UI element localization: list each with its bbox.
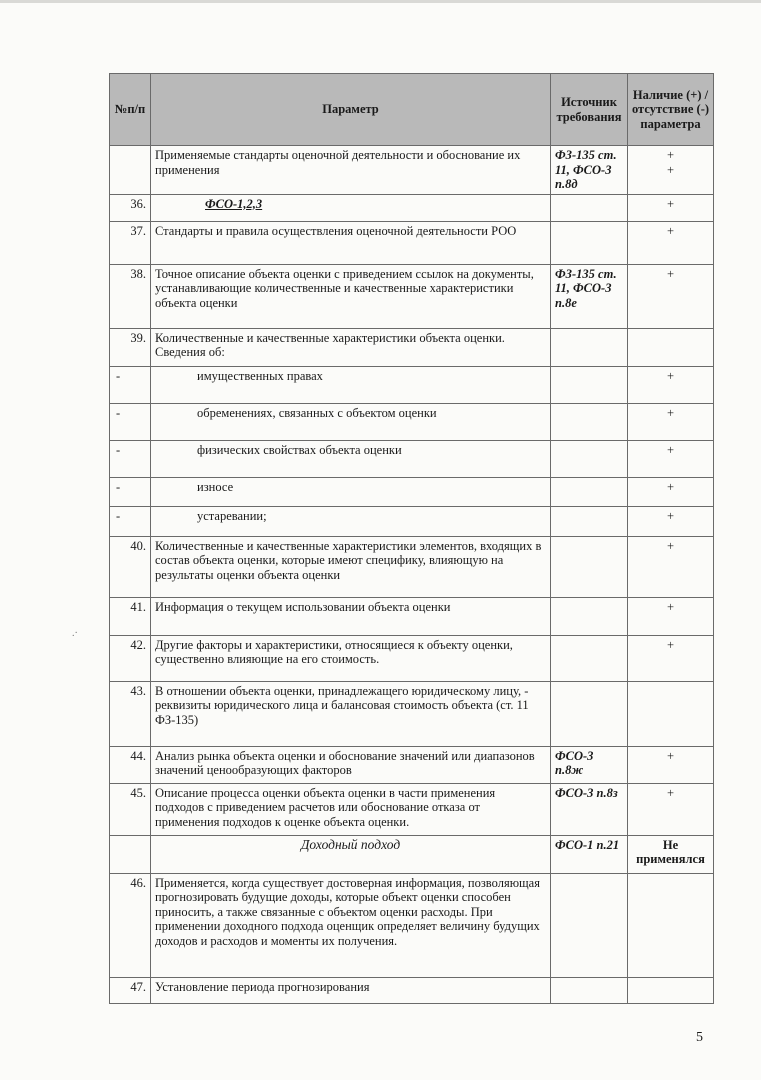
row-num: -: [110, 403, 151, 440]
row-source: [551, 477, 628, 506]
row-source: [551, 440, 628, 477]
row-num: 38.: [110, 264, 151, 328]
table-row: [110, 977, 714, 1003]
row-num: 43.: [110, 681, 151, 746]
table-header-row: [110, 74, 714, 146]
mark-value: +: [666, 266, 675, 281]
row-source: [551, 635, 628, 681]
row-num: -: [110, 477, 151, 506]
table-row: [110, 403, 714, 440]
header-num: №п/п: [110, 74, 151, 146]
row-num: 45.: [110, 783, 151, 835]
row-source: ФЗ-135 ст. 11, ФСО-3 п.8е: [551, 264, 628, 328]
row-param: обременениях, связанных с объектом оценки: [151, 403, 551, 440]
mark-value: +: [666, 637, 675, 652]
mark-value: +: [666, 223, 675, 238]
row-num: 46.: [110, 873, 151, 977]
row-param-text: ФСО-1,2,3: [205, 196, 263, 211]
page-top-edge: [0, 0, 761, 3]
row-source: [551, 597, 628, 635]
table-row: [110, 536, 714, 597]
page-number: 5: [696, 1030, 703, 1045]
row-mark: [628, 597, 714, 635]
row-source: ФСО-3 п.8з: [551, 783, 628, 835]
row-param: Другие факторы и характеристики, относящиеся к объекту оценки, существенно влияющие на его стоимость.: [151, 635, 551, 681]
row-mark: [628, 146, 714, 195]
row-mark: [628, 873, 714, 977]
row-param: Доходный подход: [151, 835, 551, 873]
mark-value: Не применялся: [636, 837, 705, 866]
table-row: [110, 146, 714, 195]
row-param: Стандарты и правила осуществления оценочной деятельности РОО: [151, 221, 551, 264]
row-num: 39.: [110, 328, 151, 366]
row-mark: [628, 681, 714, 746]
row-source: [551, 366, 628, 403]
row-num: 36.: [110, 194, 151, 221]
row-source: ФСО-3 п.8ж: [551, 746, 628, 783]
row-param: Количественные и качественные характеристики объекта оценки. Сведения об:: [151, 328, 551, 366]
row-source: [551, 403, 628, 440]
row-source: [551, 194, 628, 221]
mark-value: +: [666, 442, 675, 457]
row-source: ФСО-1 п.21: [551, 835, 628, 873]
row-source: [551, 681, 628, 746]
row-source: [551, 873, 628, 977]
row-param: физических свойствах объекта оценки: [151, 440, 551, 477]
table-row: [110, 328, 714, 366]
row-mark: [628, 783, 714, 835]
row-mark: [628, 403, 714, 440]
table-row: [110, 264, 714, 328]
table-row: [110, 440, 714, 477]
table-row: [110, 873, 714, 977]
row-mark: [628, 536, 714, 597]
row-num: -: [110, 440, 151, 477]
row-num: -: [110, 506, 151, 536]
row-source: [551, 221, 628, 264]
row-mark: [628, 264, 714, 328]
scan-mark: .·: [72, 628, 78, 639]
row-param: [151, 194, 551, 221]
row-num: 42.: [110, 635, 151, 681]
row-source: ФЗ-135 ст. 11, ФСО-3 п.8д: [551, 146, 628, 195]
table-row: [110, 681, 714, 746]
row-mark: [628, 221, 714, 264]
mark-value: +: [666, 196, 675, 211]
row-param: В отношении объекта оценки, принадлежащего юридическому лицу, - реквизиты юридического лица и балансовая стоимость объекта (ст. 11 ФЗ-135): [151, 681, 551, 746]
row-mark: [628, 194, 714, 221]
row-num: -: [110, 366, 151, 403]
mark-value: +: [666, 538, 675, 553]
table-row: [110, 194, 714, 221]
table-row: [110, 635, 714, 681]
table-row: [110, 506, 714, 536]
row-mark: [628, 440, 714, 477]
row-param: Применяется, когда существует достоверная информация, позволяющая прогнозировать будущие доходы, которые объект оценки способен приносить, а также связанные с объектом оценки расходы. При применении доходного подхода оценщик определяет величину будущих доходов и расходов и моменты их получения.: [151, 873, 551, 977]
row-num: 47.: [110, 977, 151, 1003]
row-param: имущественных правах: [151, 366, 551, 403]
row-param: износе: [151, 477, 551, 506]
row-source: [551, 328, 628, 366]
mark-value: +: [666, 748, 675, 763]
row-mark: [628, 746, 714, 783]
header-source: Источник требования: [551, 74, 628, 146]
mark-value: +: [666, 508, 675, 523]
row-param: устаревании;: [151, 506, 551, 536]
table-row: [110, 597, 714, 635]
row-mark: [628, 366, 714, 403]
row-param: Точное описание объекта оценки с приведением ссылок на документы, устанавливающие количественные и качественные характеристики объекта оценки: [151, 264, 551, 328]
row-param: Применяемые стандарты оценочной деятельности и обоснование их применения: [151, 146, 551, 195]
mark-value: +: [666, 162, 675, 177]
row-num: 44.: [110, 746, 151, 783]
row-num: 40.: [110, 536, 151, 597]
row-param: Описание процесса оценки объекта оценки в части применения подходов с приведением расчетов или обоснование отказа от применения подходов к оценке объекта оценки.: [151, 783, 551, 835]
row-source: [551, 977, 628, 1003]
row-mark: [628, 506, 714, 536]
mark-value: +: [666, 785, 675, 800]
mark-value: +: [666, 148, 675, 162]
mark-value: +: [666, 479, 675, 494]
table-row: [110, 835, 714, 873]
row-source: [551, 536, 628, 597]
requirements-table: [109, 73, 714, 1004]
mark-value: +: [666, 599, 675, 614]
row-num: [110, 146, 151, 195]
mark-value: +: [666, 368, 675, 383]
row-num: [110, 835, 151, 873]
row-param: Количественные и качественные характеристики элементов, входящих в состав объекта оценки, которые имеют специфику, влияющую на результаты оценки объекта оценки: [151, 536, 551, 597]
row-param: Анализ рынка объекта оценки и обоснование значений или диапазонов значений ценообразующих факторов: [151, 746, 551, 783]
header-param: Параметр: [151, 74, 551, 146]
table-row: [110, 366, 714, 403]
row-num: 37.: [110, 221, 151, 264]
row-source: [551, 506, 628, 536]
row-param: Информация о текущем использовании объекта оценки: [151, 597, 551, 635]
row-param: Установление периода прогнозирования: [151, 977, 551, 1003]
header-presence: Наличие (+) /отсутствие (-) параметра: [628, 74, 714, 146]
row-mark: [628, 835, 714, 873]
row-mark: [628, 328, 714, 366]
row-mark: [628, 635, 714, 681]
table-row: [110, 477, 714, 506]
row-num: 41.: [110, 597, 151, 635]
table-row: [110, 783, 714, 835]
row-mark: [628, 977, 714, 1003]
table-row: [110, 221, 714, 264]
table-row: [110, 746, 714, 783]
row-mark: [628, 477, 714, 506]
mark-value: +: [666, 405, 675, 420]
